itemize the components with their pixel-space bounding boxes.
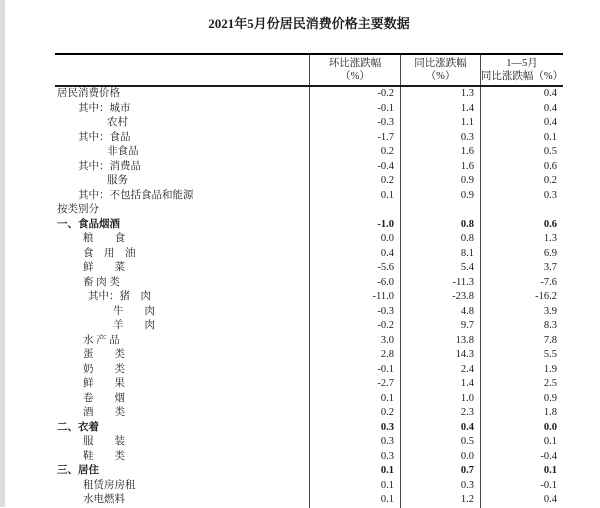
row-label: 奶 类 — [83, 363, 125, 375]
row-label: 居民消费价格 — [57, 88, 120, 99]
cell-value: 8.3 — [480, 319, 563, 334]
cell-value: -16.2 — [480, 290, 563, 305]
cell-value: -11.0 — [309, 290, 400, 305]
cell-value: 0.8 — [400, 232, 480, 247]
cell-value: 7.8 — [480, 334, 563, 349]
cell-value: -1.0 — [309, 218, 400, 233]
row-label: 水 产 品 — [83, 334, 120, 346]
cell-value: 0.1 — [309, 493, 400, 508]
column-header-yoy — [400, 55, 480, 85]
cell-value: -0.1 — [309, 363, 400, 378]
row-label: 水电燃料 — [83, 494, 125, 505]
cell-value: -6.0 — [309, 276, 400, 291]
row-label: 粮 食 — [83, 233, 125, 244]
column-header-line: 同比涨跌幅 — [414, 58, 467, 69]
cell-value — [400, 203, 480, 218]
cell-value: 3.7 — [480, 261, 563, 276]
row-label: 食 用 油 — [83, 247, 136, 259]
cell-value: 0.1 — [309, 479, 400, 494]
cell-value: 0.9 — [400, 189, 480, 204]
cell-value: 0.8 — [400, 218, 480, 233]
cell-value: 5.5 — [480, 348, 563, 363]
cell-value: 0.4 — [480, 87, 563, 102]
cell-value: 0.4 — [400, 421, 480, 436]
row-label: 二、衣着 — [57, 421, 99, 433]
table-row — [55, 334, 563, 349]
cell-value: 0.2 — [309, 174, 400, 189]
table-row — [55, 145, 563, 160]
cell-value: 0.0 — [400, 450, 480, 465]
row-label: 其中：城市 — [78, 102, 131, 114]
cell-value: 0.2 — [309, 145, 400, 160]
table-row — [55, 276, 563, 291]
cell-value: 2.8 — [309, 348, 400, 363]
table-row — [55, 450, 563, 465]
cell-value — [309, 203, 400, 218]
row-label: 酒 类 — [83, 407, 125, 418]
column-header-line: 环比涨跌幅 — [328, 58, 382, 69]
cell-value: 2.3 — [400, 406, 480, 421]
cell-value: 0.4 — [480, 116, 563, 131]
cell-value: -5.6 — [309, 261, 400, 276]
page-title: 2021年5月份居民消费价格主要数据 — [208, 16, 410, 31]
row-label: 服 装 — [83, 436, 125, 447]
row-label: 服务 — [107, 175, 128, 186]
cell-value: 0.9 — [400, 174, 480, 189]
cell-value: 0.3 — [309, 421, 400, 436]
table-row — [55, 392, 563, 407]
cell-value: 2.5 — [480, 377, 563, 392]
table-row — [55, 261, 563, 276]
table-row — [55, 493, 563, 508]
row-label: 其中：猪 肉 — [88, 291, 151, 302]
table-row — [55, 377, 563, 392]
column-header-line: （%） — [425, 71, 456, 82]
table-body — [55, 87, 563, 508]
cell-value: -0.2 — [309, 319, 400, 334]
cell-value: 0.1 — [309, 392, 400, 407]
cell-value: 1.6 — [400, 145, 480, 160]
cell-value: 5.4 — [400, 261, 480, 276]
cell-value: 3.0 — [309, 334, 400, 349]
table-row — [55, 406, 563, 421]
row-label: 农村 — [107, 117, 128, 128]
row-label: 三、居住 — [57, 465, 99, 476]
row-label: 鲜 果 — [83, 378, 125, 389]
row-label: 牛 肉 — [113, 305, 155, 317]
cell-value: 1.4 — [400, 377, 480, 392]
row-label: 按类别分 — [57, 204, 99, 215]
cell-value: -7.6 — [480, 276, 563, 291]
table-row — [55, 203, 563, 218]
column-header-ytd — [480, 55, 563, 85]
cell-value: 0.6 — [480, 160, 563, 175]
column-header-empty — [55, 55, 309, 85]
cell-value: 0.6 — [480, 218, 563, 233]
row-label: 一、食品烟酒 — [57, 218, 120, 230]
cell-value: 0.2 — [309, 406, 400, 421]
cell-value: -0.4 — [309, 160, 400, 175]
cell-value: 0.1 — [480, 464, 563, 479]
cell-value — [480, 203, 563, 218]
table-row — [55, 479, 563, 494]
cell-value: 13.8 — [400, 334, 480, 349]
cpi-table — [55, 53, 563, 508]
cell-value: 8.1 — [400, 247, 480, 262]
table-row — [55, 131, 563, 146]
cell-value: 1.1 — [400, 116, 480, 131]
table-row — [55, 218, 563, 233]
column-header-line: 同比涨跌幅（%） — [480, 71, 564, 82]
cell-value: 0.0 — [480, 421, 563, 436]
table-row — [55, 174, 563, 189]
cell-value: 1.8 — [480, 406, 563, 421]
table-row — [55, 435, 563, 450]
cell-value: -11.3 — [400, 276, 480, 291]
row-label: 鲜 菜 — [83, 262, 125, 273]
cell-value: 0.1 — [480, 131, 563, 146]
cell-value: 0.7 — [400, 464, 480, 479]
row-label: 蛋 类 — [83, 349, 125, 360]
cell-value: 0.4 — [480, 493, 563, 508]
cell-value: 0.3 — [309, 450, 400, 465]
row-label: 鞋 类 — [83, 450, 125, 462]
table-row — [55, 348, 563, 363]
row-label: 租赁房房租 — [83, 479, 136, 491]
cell-value: -0.1 — [480, 479, 563, 494]
cell-value: -0.4 — [480, 450, 563, 465]
cell-value: 2.4 — [400, 363, 480, 378]
table-row — [55, 247, 563, 262]
cell-value: 0.3 — [480, 189, 563, 204]
row-label: 其中：食品 — [78, 131, 131, 143]
table-row — [55, 421, 563, 436]
row-label: 非食品 — [107, 146, 139, 157]
row-label: 其中：不包括食品和能源 — [78, 189, 194, 201]
table-row — [55, 102, 563, 117]
cell-value: 0.3 — [309, 435, 400, 450]
row-label: 卷 烟 — [83, 392, 125, 404]
cell-value: -23.8 — [400, 290, 480, 305]
cell-value: 6.9 — [480, 247, 563, 262]
cell-value: 1.3 — [400, 87, 480, 102]
cell-value: 0.4 — [480, 102, 563, 117]
row-label: 畜 肉 类 — [83, 276, 120, 288]
cell-value: 9.7 — [400, 319, 480, 334]
table-row — [55, 116, 563, 131]
cell-value: 1.0 — [400, 392, 480, 407]
cell-value: 0.3 — [400, 479, 480, 494]
cell-value: 1.6 — [400, 160, 480, 175]
cell-value: 0.2 — [480, 174, 563, 189]
table-row — [55, 319, 563, 334]
table-row — [55, 290, 563, 305]
table-header-row — [55, 55, 563, 87]
cell-value: 1.2 — [400, 493, 480, 508]
cell-value: -0.1 — [309, 102, 400, 117]
cell-value: 0.3 — [400, 131, 480, 146]
cell-value: 0.9 — [480, 392, 563, 407]
cell-value: 0.4 — [309, 247, 400, 262]
table-row — [55, 87, 563, 102]
column-header-line: 1—5月 — [506, 58, 538, 69]
cell-value: 1.3 — [480, 232, 563, 247]
cell-value: 14.3 — [400, 348, 480, 363]
cell-value: -0.3 — [309, 116, 400, 131]
cell-value: -1.7 — [309, 131, 400, 146]
cell-value: -0.3 — [309, 305, 400, 320]
page-left-edge — [0, 0, 5, 507]
cell-value: 0.0 — [309, 232, 400, 247]
table-row — [55, 189, 563, 204]
column-header-mom — [309, 55, 400, 85]
cell-value: -0.2 — [309, 87, 400, 102]
cell-value: 0.5 — [400, 435, 480, 450]
table-row — [55, 363, 563, 378]
cell-value: 0.1 — [480, 435, 563, 450]
table-row — [55, 160, 563, 175]
row-label: 羊 肉 — [113, 320, 155, 331]
cell-value: 0.1 — [309, 464, 400, 479]
table-row — [55, 464, 563, 479]
cell-value: 0.5 — [480, 145, 563, 160]
cell-value: -2.7 — [309, 377, 400, 392]
cell-value: 1.9 — [480, 363, 563, 378]
cell-value: 1.4 — [400, 102, 480, 117]
row-label: 其中：消费品 — [78, 160, 141, 172]
column-header-line: （%） — [340, 71, 370, 82]
cell-value: 4.8 — [400, 305, 480, 320]
cell-value: 3.9 — [480, 305, 563, 320]
cell-value: 0.1 — [309, 189, 400, 204]
table-row — [55, 305, 563, 320]
table-row — [55, 232, 563, 247]
